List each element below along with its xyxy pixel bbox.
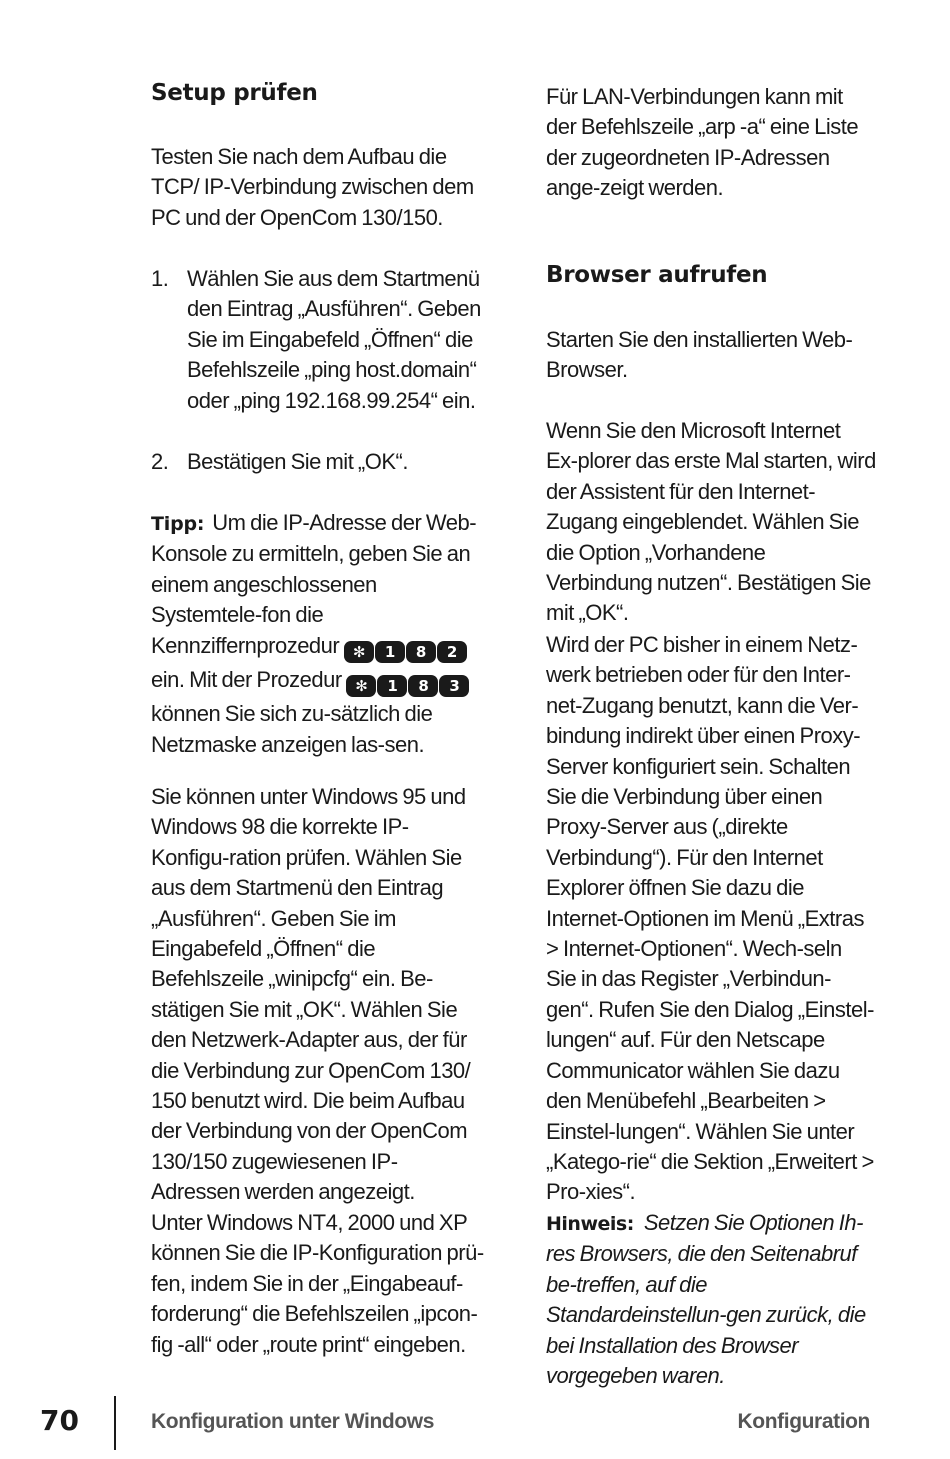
page-number: 70 [40,1404,79,1437]
key-1-icon: 1 [375,641,405,663]
footer-section-title: Konfiguration unter Windows [151,1410,434,1433]
paragraph-internet-explorer: Wenn Sie den Microsoft Internet Ex-plorer das erste Mal starten, wird der Assistent für den Internet-Zugang eingeblendet. Wählen Sie die Option „Vorhandene Verbindung nutzen“. Bestätigen Sie mit „OK“. [546,418,876,626]
key-8-icon: 8 [406,641,436,663]
heading-setup-pruefen: Setup prüfen [151,80,318,106]
footer-chapter-title: Konfiguration [737,1410,870,1433]
tipp-text: können Sie sich zu-sätzlich die Netzmaske anzeigen las-sen. [151,701,433,757]
paragraph-proxy: Wird der PC bisher in einem Netz-werk betrieben oder für den Inter-net-Zugang benutzt, kann die Ver-bindung indirekt über einen Proxy-Server konfiguriert sein. Schalten Sie die Verbindung über einen Proxy-Server aus („direkte Verbindung“). Für den Internet Explorer öffnen Sie dazu die Internet-Optionen im Menü „Extras > Internet-Optionen“. Wech-seln Sie in das Register „Verbindun-gen“. Rufen Sie den Dialog „Einstel-lungen“ auf. Für den Netscape Communicator wählen Sie dazu den Menübefehl „Bearbeiten > Einstel-lungen“. Wählen Sie unter „Katego-rie“ die Sektion „Erweitert > Pro-xies“. [546,632,874,1205]
key-2-icon: 2 [437,641,467,663]
paragraph-windows-9x: Sie können unter Windows 95 und Windows 98 die korrekte IP-Konfigu-ration prüfen. Wählen Sie aus dem Startmenü den Eintrag „Ausführen“. Geben Sie im Eingabefeld „Öffnen“ die Befehlszeile „winipcfg“ ein. Be-stätigen Sie mit „OK“. Wählen Sie den Netzwerk-Adapter aus, der für die Verbindung zur OpenCom 130/ 150 benutzt wird. Die beim Aufbau der Verbindung von der OpenCom 130/150 zugewiesenen IP-Adressen werden angezeigt. [151,784,471,1205]
tipp-text: ein. Mit der Prozedur [151,667,342,693]
heading-browser-aufrufen: Browser aufrufen [546,262,768,288]
list-text: Bestätigen Sie mit „OK“. [187,449,408,474]
hinweis-block [546,1208,876,1391]
list-text: Wählen Sie aus dem Startmenü den Eintrag „Ausführen“. Geben Sie im Eingabefeld „Öffnen“ die Befehlszeile „ping host.domain“ oder „ping 192.168.99.254“ ein. [187,266,481,413]
key-8-icon: 8 [408,675,438,697]
tipp-label: Tipp: [151,513,205,535]
key-3-icon: 3 [439,675,469,697]
tipp-block [151,508,485,760]
star-key-icon: ✻ [344,641,374,663]
hinweis-text: Setzen Sie Optionen Ih-res Browsers, die den Seitenabruf be-treffen, auf die Standardeinstellun-gen zurück, die bei Installation des Browser vorgegeben waren. [546,1210,866,1389]
footer-divider [114,1396,116,1450]
list-number: 1. [151,266,169,291]
paragraph-start-browser: Starten Sie den installierten Web-Browser. [546,327,853,383]
paragraph-windows-nt: Unter Windows NT4, 2000 und XP können Sie die IP-Konfiguration prü-fen, indem Sie in der „Eingabeauf-forderung“ die Befehlszeilen „ipcon-fig -all“ oder „route print“ eingeben. [151,1210,484,1357]
star-key-icon: ✻ [346,675,376,697]
tipp-text: Um die IP-Adresse der Web-Konsole zu ermitteln, geben Sie an einem angeschlossenen Systemtele-fon die Kennziffernprozedur [151,510,477,658]
key-1-icon: 1 [377,675,407,697]
paragraph-lan: Für LAN-Verbindungen kann mit der Befehlszeile „arp -a“ eine Liste der zugeordneten IP-Adressen ange-zeigt werden. [546,84,859,201]
intro-paragraph: Testen Sie nach dem Aufbau die TCP/ IP-Verbindung zwischen dem PC und der OpenCom 130/150. [151,144,474,230]
key-sequence-182 [344,635,468,665]
key-sequence-183 [346,669,470,699]
hinweis-label: Hinweis: [546,1213,634,1235]
list-number: 2. [151,449,169,474]
